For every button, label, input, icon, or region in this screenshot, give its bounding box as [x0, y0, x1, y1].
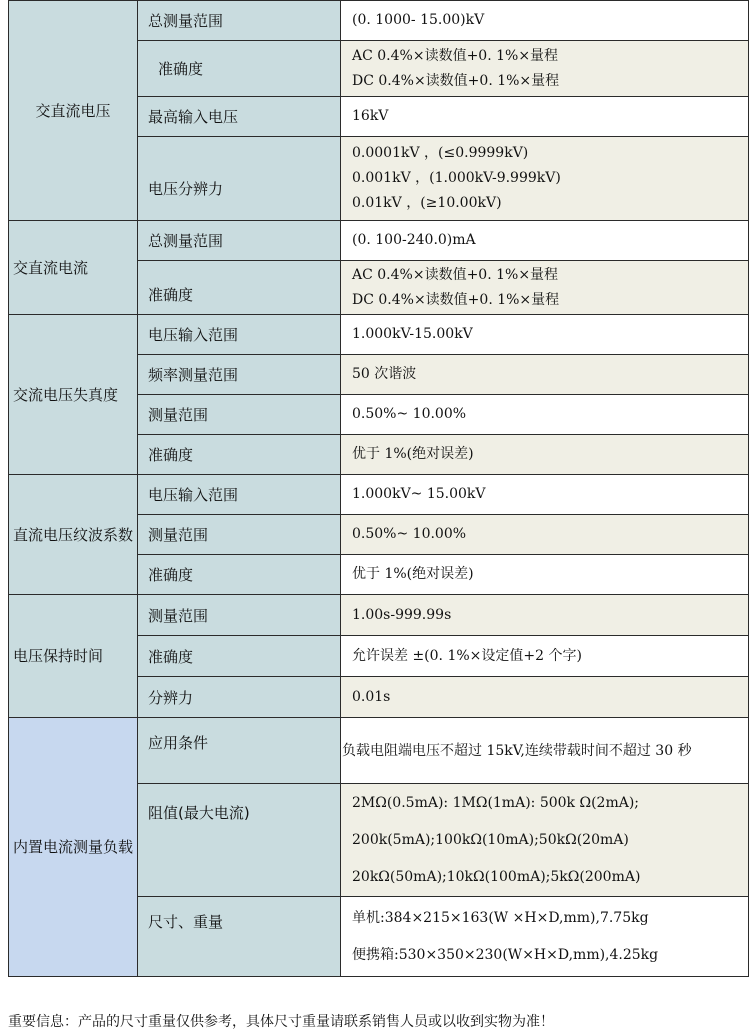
table-row [9, 718, 749, 784]
row-label: 分辨力 [138, 677, 341, 718]
row-label: 频率测量范围 [138, 355, 341, 395]
row-value: 负载电阻端电压不超过 15kV,连续带载时间不超过 30 秒 [341, 718, 749, 784]
spec-table [8, 0, 749, 977]
row-label: 准确度 [138, 261, 341, 315]
table-row [9, 475, 749, 515]
row-label: 测量范围 [138, 595, 341, 636]
row-label: 最高输入电压 [138, 97, 341, 137]
row-value: 允许误差 ±(0. 1%×设定值+2 个字) [341, 636, 749, 677]
row-label: 测量范围 [138, 515, 341, 555]
row-value: 单机:384×215×163(W ×H×D,mm),7.75kg 便携箱:530×350×230(W×H×D,mm),4.25kg [341, 897, 749, 977]
row-value: (0. 100-240.0)mA [341, 221, 749, 261]
row-value: (0. 1000- 15.00)kV [341, 1, 749, 41]
group-internal-load: 内置电流测量负载 [9, 718, 138, 977]
table-row [9, 221, 749, 261]
row-value: 0.0001kV ，(≤0.9999kV) 0.001kV ，(1.000kV-9.999kV) 0.01kV ，(≥10.00kV) [341, 137, 749, 221]
row-value: 1.00s-999.99s [341, 595, 749, 636]
row-value: AC 0.4%×读数值+0. 1%×量程 DC 0.4%×读数值+0. 1%×量程 [341, 261, 749, 315]
row-label: 准确度 [138, 41, 341, 97]
row-value: 16kV [341, 97, 749, 137]
row-label: 准确度 [138, 636, 341, 677]
footnote: 重要信息：产品的尺寸重量仅供参考，具体尺寸重量请联系销售人员或以收到实物为准！ [8, 1014, 554, 1030]
row-label: 总测量范围 [138, 221, 341, 261]
group-voltage-hold-time: 电压保持时间 [9, 595, 138, 718]
row-label: 电压输入范围 [138, 315, 341, 355]
row-label: 阻值(最大电流) [138, 784, 341, 897]
row-value: 优于 1%(绝对误差) [341, 555, 749, 595]
table-row [9, 1, 749, 41]
table-row [9, 315, 749, 355]
row-label: 准确度 [138, 555, 341, 595]
row-label: 准确度 [138, 435, 341, 475]
row-value: 0.50%~ 10.00% [341, 395, 749, 435]
row-label: 尺寸、重量 [138, 897, 341, 977]
row-label: 电压分辨力 [138, 137, 341, 221]
group-ac-dc-current: 交直流电流 [9, 221, 138, 315]
row-value: 50 次谐波 [341, 355, 749, 395]
row-label: 总测量范围 [138, 1, 341, 41]
row-value: 1.000kV~ 15.00kV [341, 475, 749, 515]
group-ac-distortion: 交流电压失真度 [9, 315, 138, 475]
row-value: 优于 1%(绝对误差) [341, 435, 749, 475]
group-dc-ripple: 直流电压纹波系数 [9, 475, 138, 595]
table-row [9, 595, 749, 636]
row-value: 0.50%~ 10.00% [341, 515, 749, 555]
row-value: 1.000kV-15.00kV [341, 315, 749, 355]
row-value: 2MΩ(0.5mA): 1MΩ(1mA): 500k Ω(2mA); 200k(5mA);100kΩ(10mA);50kΩ(20mA) 20kΩ(50mA);10kΩ(100mA);5kΩ(200mA) [341, 784, 749, 897]
row-value: AC 0.4%×读数值+0. 1%×量程 DC 0.4%×读数值+0. 1%×量程 [341, 41, 749, 97]
row-label: 应用条件 [138, 718, 341, 784]
row-label: 测量范围 [138, 395, 341, 435]
row-value: 0.01s [341, 677, 749, 718]
row-label: 电压输入范围 [138, 475, 341, 515]
group-ac-dc-voltage: 交直流电压 [9, 1, 138, 221]
